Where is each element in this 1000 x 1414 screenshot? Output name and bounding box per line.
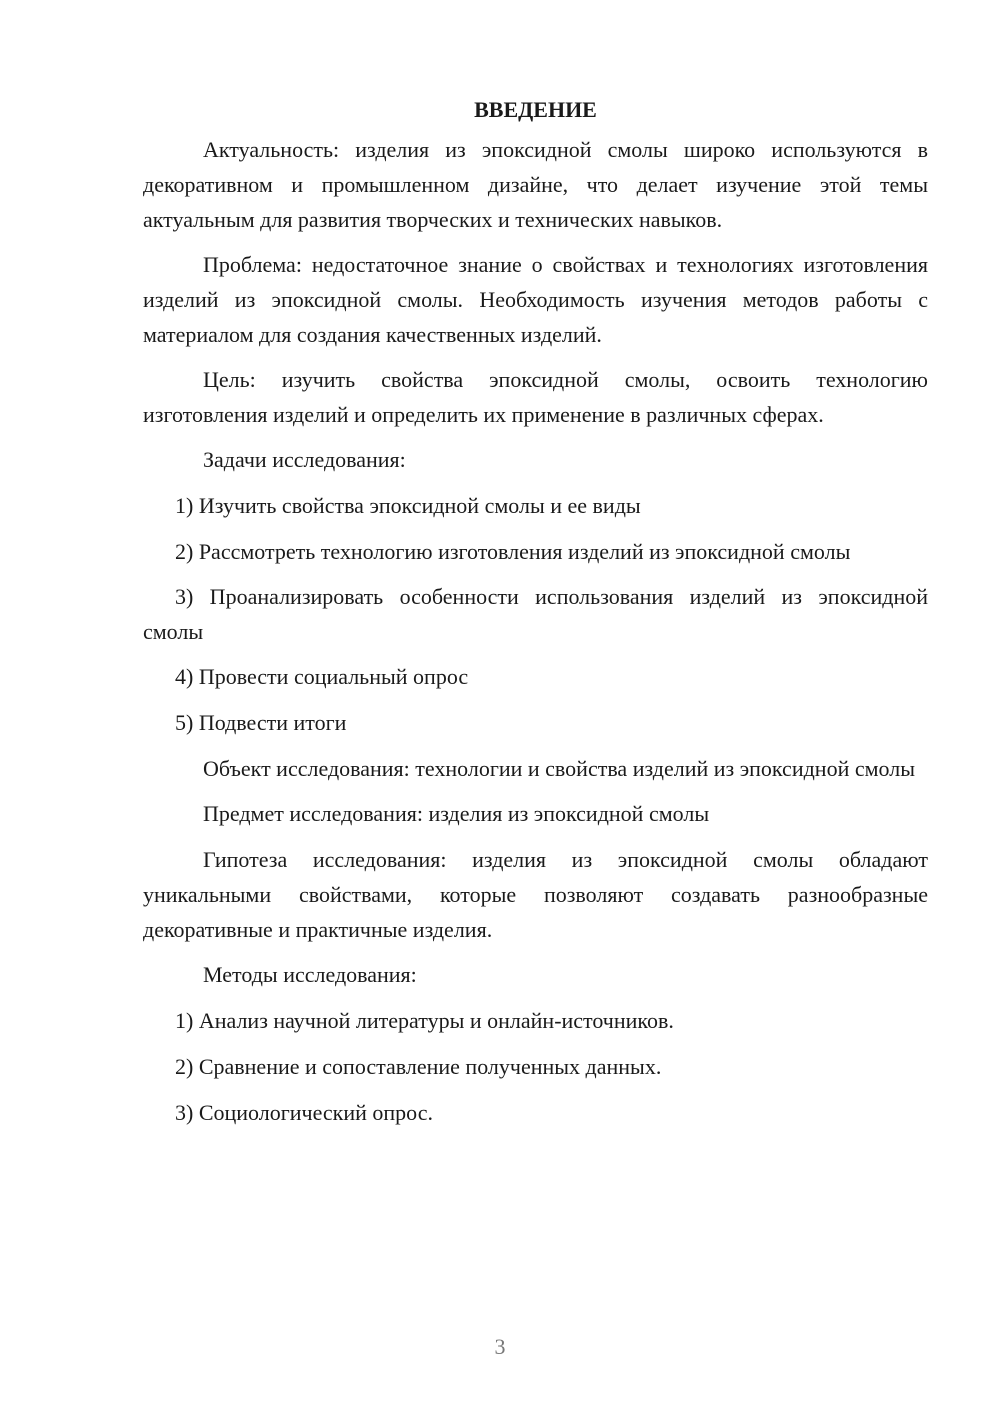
paragraph-relevance: Актуальность: изделия из эпоксидной смолы широко используются в декоративном и промышленном дизайне, что делает изучение этой темы актуальным для развития творческих и технических навыков. [143,137,928,232]
task-item-5: 5) Подвести итоги [175,710,347,735]
method-item-2: 2) Сравнение и сопоставление полученных данных. [175,1054,662,1079]
paragraph-tasks-heading: Задачи исследования: [203,447,406,472]
task-item-1: 1) Изучить свойства эпоксидной смолы и ее виды [175,493,641,518]
paragraph-problem: Проблема: недостаточное знание о свойствах и технологиях изготовления изделий из эпоксидной смолы. Необходимость изучения методов работы с материалом для создания качественных изделий. [143,252,928,347]
document-page [143,92,928,1141]
paragraph-subject: Предмет исследования: изделия из эпоксидной смолы [203,801,710,826]
paragraph-hypothesis: Гипотеза исследования: изделия из эпоксидной смолы обладают уникальными свойствами, которые позволяют создавать разнообразные декоративные и практичные изделия. [143,847,928,942]
paragraph-goal: Цель: изучить свойства эпоксидной смолы, освоить технологию изготовления изделий и определить их применение в различных сферах. [143,367,928,427]
task-item-3: 3) Проанализировать особенности использования изделий из эпоксидной смолы [143,584,928,644]
section-title: ВВЕДЕНИЕ [474,97,597,122]
paragraph-methods-heading: Методы исследования: [203,962,417,987]
task-item-2: 2) Рассмотреть технологию изготовления изделий из эпоксидной смолы [175,539,851,564]
method-item-3: 3) Социологический опрос. [175,1100,433,1125]
page-number: 3 [494,1334,506,1359]
task-item-4: 4) Провести социальный опрос [175,664,469,689]
paragraph-object: Объект исследования: технологии и свойства изделий из эпоксидной смолы [203,756,915,781]
method-item-1: 1) Анализ научной литературы и онлайн-источников. [175,1008,674,1033]
